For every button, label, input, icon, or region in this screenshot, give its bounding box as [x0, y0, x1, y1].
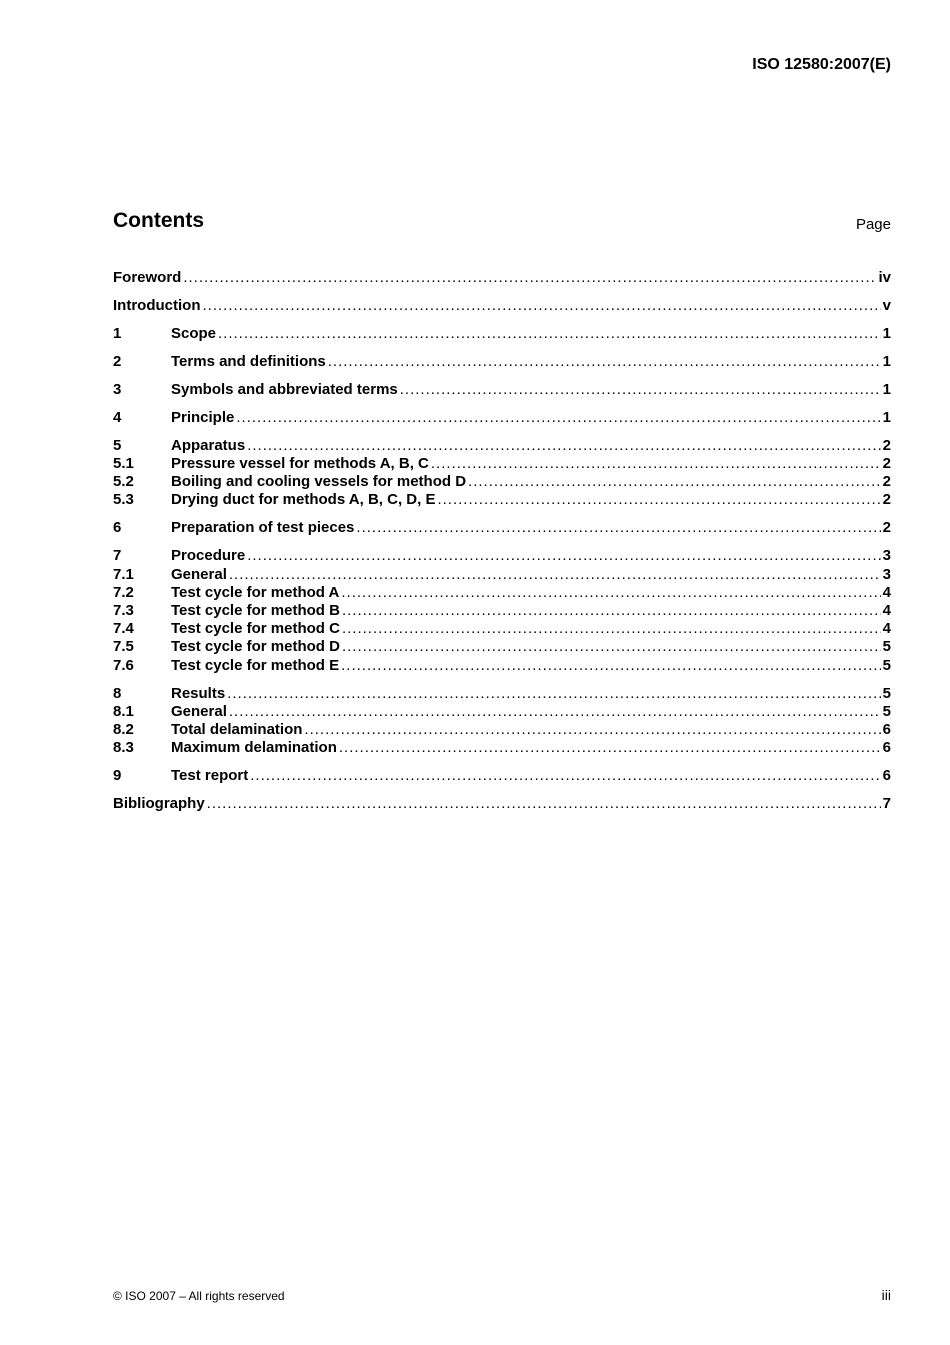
- toc-leader-dots: [400, 381, 881, 398]
- toc-entry[interactable]: [113, 381, 891, 399]
- toc-entry-title: Test cycle for method C: [171, 620, 340, 638]
- toc-leader-dots: [229, 703, 881, 720]
- toc-leader-dots: [342, 638, 881, 655]
- toc-entry-title: Procedure: [171, 547, 246, 565]
- toc-entry-page: 1: [882, 324, 891, 342]
- toc-entry[interactable]: [113, 353, 891, 371]
- toc-entry[interactable]: [113, 721, 891, 739]
- toc-entry-title: Test cycle for method A: [171, 583, 340, 601]
- toc-entry-number: 7.6: [113, 656, 134, 674]
- toc-entry-number: 5.1: [113, 455, 134, 473]
- toc-entry-page: 6: [882, 739, 891, 757]
- toc-entry[interactable]: [113, 795, 891, 813]
- toc-leader-dots: [236, 409, 880, 426]
- toc-entry-title: Total delamination: [171, 720, 303, 738]
- toc-entry-page: 5: [882, 638, 891, 656]
- toc-entry-page: 5: [882, 684, 891, 702]
- toc-entry-number: 7.1: [113, 565, 134, 583]
- toc-entry-page: 2: [882, 491, 891, 509]
- toc-entry-title: Drying duct for methods A, B, C, D, E: [171, 491, 436, 509]
- toc-entry[interactable]: [113, 584, 891, 602]
- toc-entry-page: 1: [882, 380, 891, 398]
- toc-entry[interactable]: [113, 638, 891, 656]
- toc-entry-page: 6: [882, 767, 891, 785]
- contents-heading: Contents: [113, 209, 204, 232]
- toc-entry-number: 7.3: [113, 602, 134, 619]
- toc-leader-dots: [431, 455, 881, 472]
- toc-entry-title: Preparation of test pieces: [171, 519, 355, 537]
- toc-entry[interactable]: [113, 325, 891, 343]
- toc-entry-title: Apparatus: [171, 436, 246, 454]
- toc-entry-page: 1: [882, 352, 891, 370]
- toc-leader-dots: [341, 584, 880, 601]
- toc-leader-dots: [202, 297, 880, 314]
- toc-entry[interactable]: [113, 685, 891, 703]
- toc-entry-number: 8.2: [113, 720, 134, 738]
- toc-leader-dots: [227, 685, 880, 702]
- toc-entry-page: 4: [882, 583, 891, 601]
- toc-entry-page: 6: [882, 720, 891, 738]
- toc-entry-page: 2: [882, 519, 891, 537]
- toc-entry[interactable]: [113, 739, 891, 757]
- toc-entry-number: 8: [113, 684, 122, 702]
- toc-entry-page: 2: [882, 473, 891, 491]
- toc-entry-title: Test cycle for method B: [171, 602, 340, 619]
- toc-entry-page: 2: [882, 455, 891, 473]
- toc-entry-page: v: [882, 296, 891, 314]
- toc-leader-dots: [247, 547, 880, 564]
- toc-entry[interactable]: [113, 455, 891, 473]
- toc-entry-number: 9: [113, 767, 122, 785]
- toc-leader-dots: [342, 602, 881, 619]
- toc-entry[interactable]: [113, 703, 891, 721]
- toc-leader-dots: [468, 473, 881, 490]
- toc-leader-dots: [229, 566, 881, 583]
- toc-entry-page: 7: [882, 795, 891, 813]
- toc-entry-number: 6: [113, 519, 122, 537]
- toc-entry-title: Boiling and cooling vessels for method D: [171, 473, 467, 491]
- toc-entry[interactable]: [113, 767, 891, 785]
- toc-entry-title: General: [171, 702, 227, 720]
- toc-entry[interactable]: [113, 409, 891, 427]
- toc-entry[interactable]: [113, 269, 891, 287]
- toc-leader-dots: [342, 620, 881, 637]
- toc-entry[interactable]: [113, 547, 891, 565]
- copyright-notice: © ISO 2007 – All rights reserved: [113, 1289, 285, 1303]
- toc-leader-dots: [218, 325, 881, 342]
- toc-entry-page: 5: [882, 656, 891, 674]
- page-column-label: Page: [855, 216, 891, 233]
- toc-entry[interactable]: [113, 657, 891, 675]
- toc-entry[interactable]: [113, 491, 891, 509]
- toc-entry-number: 8.3: [113, 739, 134, 757]
- toc-entry-number: 7.4: [113, 620, 134, 638]
- toc-entry-number: 5: [113, 436, 122, 454]
- toc-leader-dots: [250, 767, 880, 784]
- toc-leader-dots: [207, 795, 881, 812]
- toc-entry-title: Principle: [171, 408, 235, 426]
- toc-entry-number: 4: [113, 408, 122, 426]
- toc-entry-page: 1: [882, 408, 891, 426]
- toc-entry-title: General: [171, 565, 227, 583]
- toc-entry-title: Test cycle for method D: [171, 638, 340, 656]
- toc-entry[interactable]: [113, 297, 891, 315]
- toc-leader-dots: [304, 721, 880, 738]
- toc-entry-title: Maximum delamination: [171, 739, 337, 757]
- toc-entry-page: 2: [882, 436, 891, 454]
- toc-entry-page: 3: [882, 547, 891, 565]
- toc-entry[interactable]: [113, 437, 891, 455]
- toc-leader-dots: [341, 657, 881, 674]
- toc-entry[interactable]: [113, 566, 891, 584]
- toc-entry-number: 8.1: [113, 702, 134, 720]
- table-of-contents: [113, 269, 891, 813]
- toc-entry-title: Test report: [171, 767, 249, 785]
- toc-entry[interactable]: [113, 620, 891, 638]
- toc-entry-title: Results: [171, 684, 226, 702]
- toc-leader-dots: [183, 269, 876, 286]
- toc-entry-title: Bibliography: [113, 795, 205, 813]
- toc-entry-number: 2: [113, 352, 122, 370]
- toc-entry-page: 5: [882, 702, 891, 720]
- toc-entry-title: Terms and definitions: [171, 352, 326, 370]
- toc-leader-dots: [247, 437, 880, 454]
- toc-entry-title: Introduction: [113, 296, 201, 314]
- toc-entry-number: 5.2: [113, 473, 134, 491]
- toc-entry-number: 3: [113, 380, 122, 398]
- toc-entry-title: Scope: [171, 324, 217, 342]
- toc-entry-title: Symbols and abbreviated terms: [171, 380, 398, 398]
- toc-entry-number: 7.5: [113, 638, 134, 656]
- toc-entry-page: 4: [882, 602, 891, 619]
- page-number: iii: [881, 1287, 891, 1303]
- toc-leader-dots: [328, 353, 881, 370]
- toc-entry-title: Foreword: [113, 269, 182, 286]
- document-id: ISO 12580:2007(E): [752, 56, 891, 73]
- toc-entry-number: 7.2: [113, 583, 134, 601]
- toc-entry-page: iv: [878, 269, 891, 286]
- toc-leader-dots: [339, 739, 881, 756]
- toc-leader-dots: [356, 519, 880, 536]
- toc-entry-page: 3: [882, 565, 891, 583]
- toc-entry[interactable]: [113, 519, 891, 537]
- toc-entry-page: 4: [882, 620, 891, 638]
- toc-entry-number: 5.3: [113, 491, 134, 509]
- toc-leader-dots: [437, 491, 880, 508]
- toc-entry-title: Pressure vessel for methods A, B, C: [171, 455, 429, 473]
- toc-entry-number: 7: [113, 547, 122, 565]
- toc-entry-number: 1: [113, 324, 122, 342]
- toc-entry[interactable]: [113, 473, 891, 491]
- toc-entry-title: Test cycle for method E: [171, 656, 340, 674]
- toc-entry[interactable]: [113, 602, 891, 620]
